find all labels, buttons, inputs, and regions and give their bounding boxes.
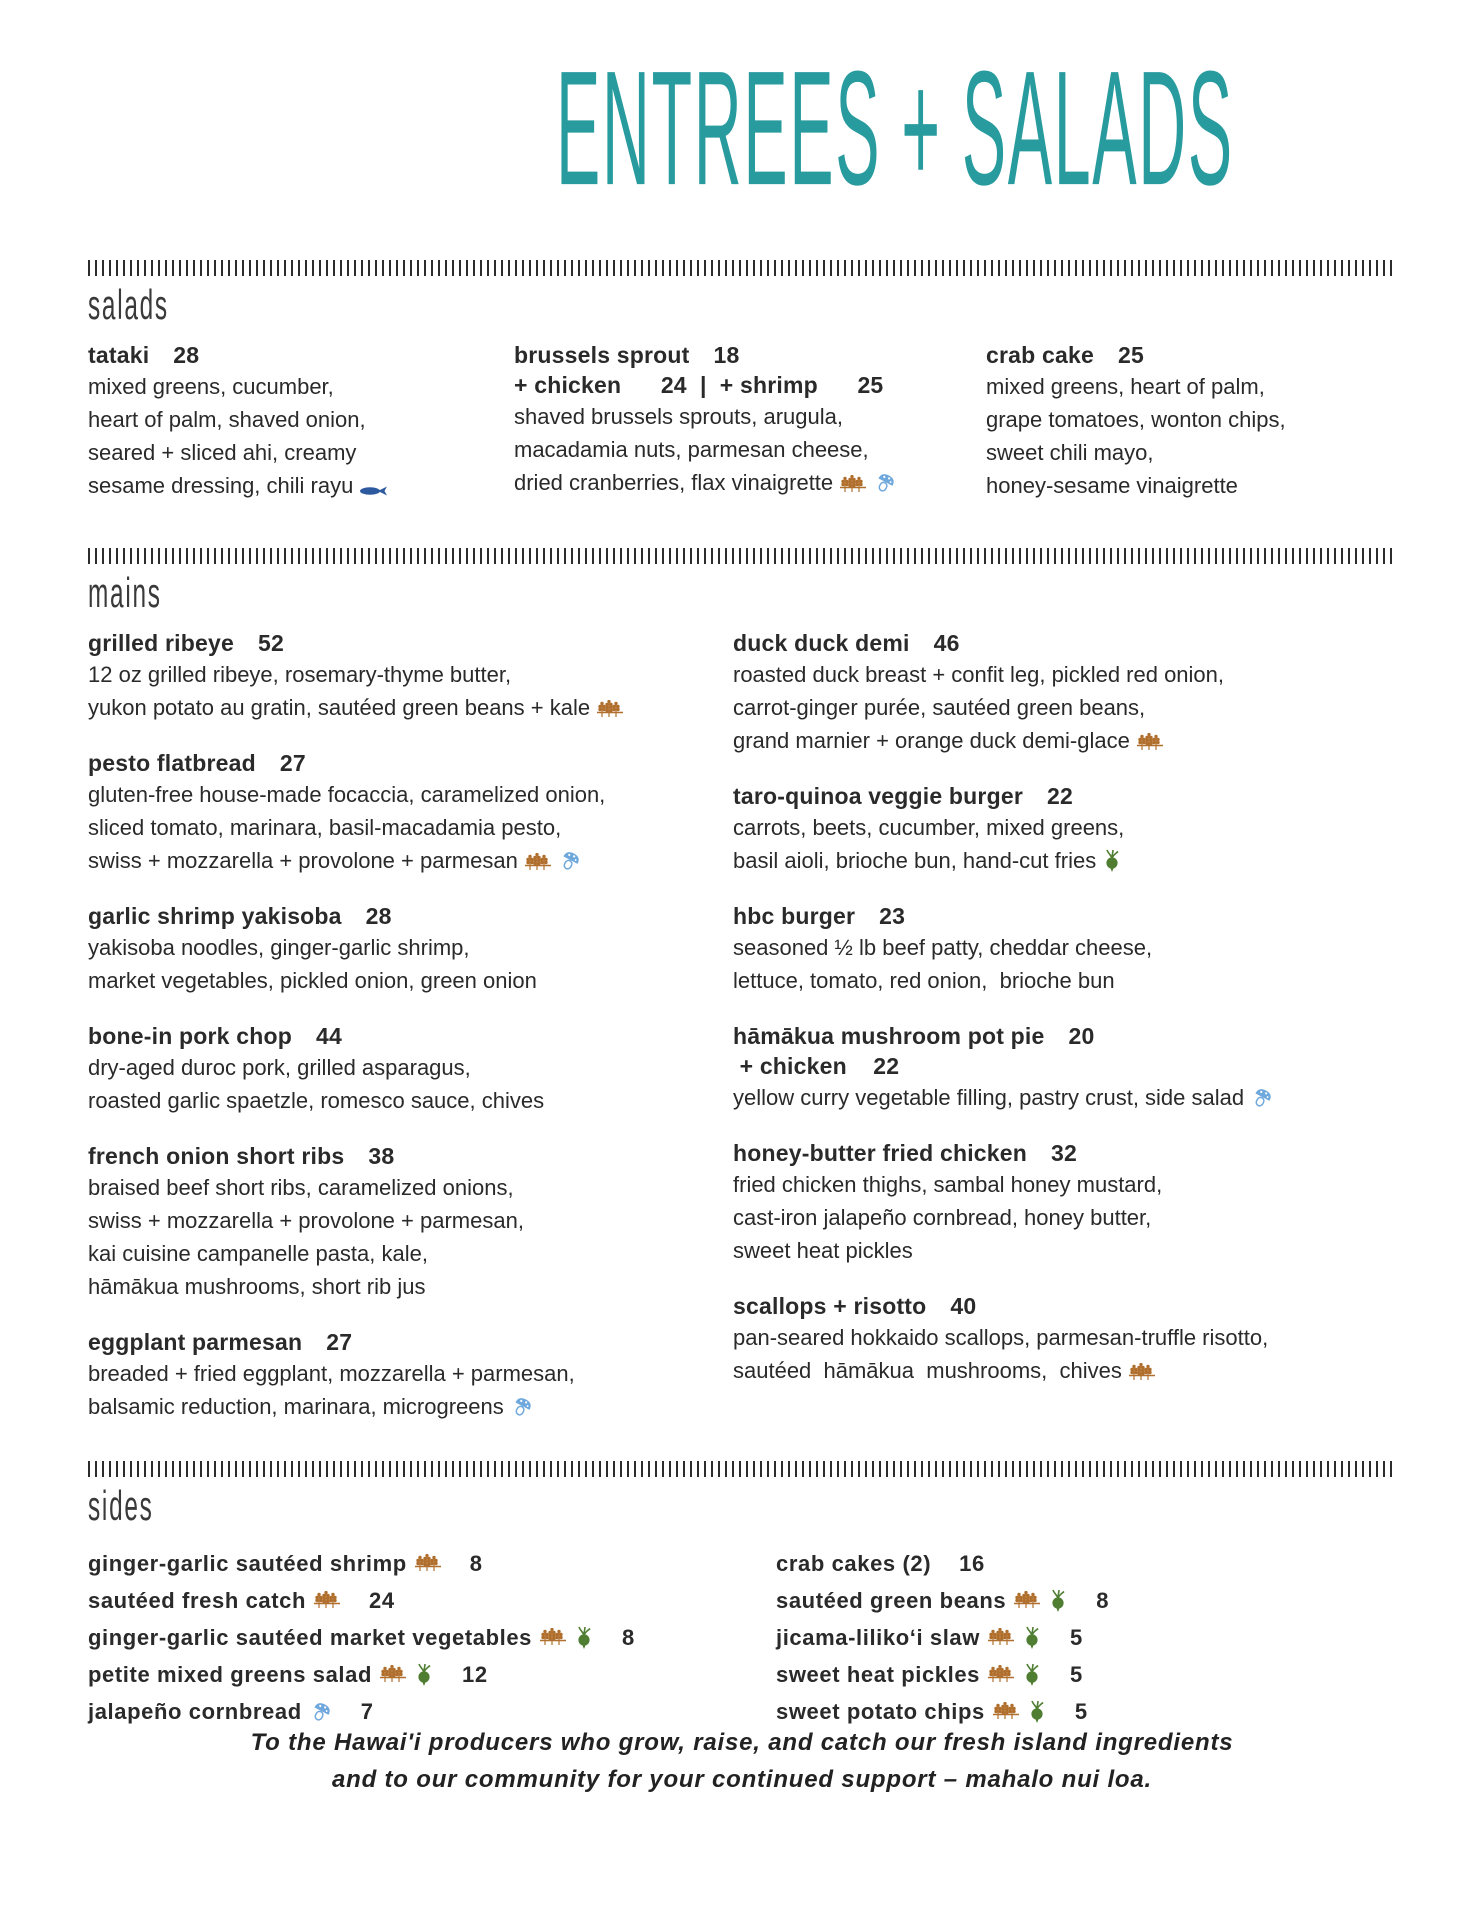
item-description-line	[88, 370, 514, 403]
item-description-line	[986, 403, 1396, 436]
side-item-name: sautéed green beans	[776, 1587, 1007, 1613]
wheat-icon	[992, 1702, 1020, 1722]
menu-item	[88, 748, 733, 877]
item-description-text: braised beef short ribs, caramelized onions,	[88, 1175, 514, 1200]
item-description-text: breaded + fried eggplant, mozzarella + parmesan,	[88, 1361, 575, 1386]
item-description-text: kai cuisine campanelle pasta, kale,	[88, 1241, 428, 1266]
item-subline: + chicken 24 | + shrimp 25	[514, 372, 884, 398]
menu-item	[88, 628, 733, 724]
menu-item	[733, 628, 1396, 757]
item-description-line	[733, 1168, 1396, 1201]
item-description-line	[986, 436, 1396, 469]
item-description-line	[514, 466, 986, 499]
item-description-text: mixed greens, heart of palm,	[986, 374, 1265, 399]
item-price: 44	[316, 1023, 342, 1049]
item-description-line	[88, 1270, 733, 1303]
item-description-text: sesame dressing, chili rayu	[88, 473, 354, 498]
item-description-text: carrots, beets, cucumber, mixed greens,	[733, 815, 1125, 840]
item-heading	[88, 901, 733, 931]
item-description-text: grape tomatoes, wonton chips,	[986, 407, 1286, 432]
item-price: 20	[1068, 1023, 1095, 1049]
side-item	[776, 1619, 1396, 1656]
tick-divider	[88, 260, 1396, 276]
item-description-text: seared + sliced ahi, creamy	[88, 440, 357, 465]
item-price: 28	[173, 342, 200, 368]
side-item	[88, 1656, 776, 1693]
wheat-icon	[1136, 733, 1164, 753]
footer-note	[0, 1724, 1484, 1798]
item-description-line	[733, 1201, 1396, 1234]
item-price: 52	[257, 630, 284, 656]
item-name: hbc burger	[733, 903, 856, 929]
item-description-text: 12 oz grilled ribeye, rosemary-thyme butter,	[88, 662, 512, 687]
item-heading	[88, 748, 733, 778]
item-price: 18	[713, 342, 740, 368]
item-description-text: sautéed hāmākua mushrooms, chives	[733, 1358, 1122, 1383]
mushroom-icon	[510, 1395, 534, 1419]
item-description-line	[733, 691, 1396, 724]
item-description-text: honey-sesame vinaigrette	[986, 473, 1238, 498]
item-heading	[88, 1327, 733, 1357]
side-item-price: 24	[369, 1587, 395, 1613]
item-heading	[88, 1141, 733, 1171]
item-description-text: carrot-ginger purée, sautéed green beans,	[733, 695, 1146, 720]
item-description-line	[733, 1234, 1396, 1267]
menu-item	[733, 781, 1396, 877]
mains-section	[88, 628, 1396, 1447]
item-description-line	[88, 1171, 733, 1204]
item-description-line	[88, 931, 733, 964]
item-name: hāmākua mushroom pot pie	[733, 1023, 1045, 1049]
side-item-price: 7	[360, 1698, 374, 1724]
menu-column	[88, 628, 733, 1447]
mushroom-icon	[873, 471, 897, 495]
item-description-line	[733, 1321, 1396, 1354]
menu-item	[733, 1021, 1396, 1114]
item-description-line	[733, 658, 1396, 691]
menu-column	[514, 340, 986, 526]
side-item-price: 8	[469, 1550, 483, 1576]
menu-item	[733, 1138, 1396, 1267]
tick-divider	[88, 548, 1396, 564]
item-name: crab cake	[986, 342, 1094, 368]
item-heading	[733, 901, 1396, 931]
menu-item	[88, 901, 733, 997]
fish-icon	[359, 484, 389, 498]
mushroom-icon	[309, 1700, 333, 1724]
title-wrap	[88, 37, 1396, 220]
item-description-line	[88, 964, 733, 997]
item-description-line	[733, 844, 1396, 877]
item-description-text: yukon potato au gratin, sautéed green beans + kale	[88, 695, 591, 720]
menu-column	[986, 340, 1396, 526]
menu-column	[88, 1545, 776, 1730]
side-item-name: ginger-garlic sautéed market vegetables	[88, 1624, 533, 1650]
wheat-icon	[987, 1628, 1015, 1648]
item-description-text: dry-aged duroc pork, grilled asparagus,	[88, 1055, 471, 1080]
mushroom-icon	[1250, 1086, 1274, 1110]
item-heading	[733, 1138, 1396, 1168]
item-description-line	[88, 778, 733, 811]
section-label-salads: salads	[88, 281, 169, 328]
item-price: 38	[368, 1143, 395, 1169]
item-heading	[733, 1021, 1396, 1051]
item-name: bone-in pork chop	[88, 1023, 292, 1049]
beet-icon	[1022, 1663, 1042, 1687]
menu-item	[514, 340, 986, 499]
side-item-price: 8	[1096, 1587, 1110, 1613]
side-item-price: 8	[622, 1624, 635, 1650]
side-item-name: sautéed fresh catch	[88, 1587, 307, 1613]
item-description-line	[88, 1051, 733, 1084]
item-price: 40	[950, 1293, 977, 1319]
item-description-text: yellow curry vegetable filling, pastry crust, side salad	[733, 1085, 1245, 1110]
side-item	[776, 1545, 1396, 1582]
side-item-name: jicama-lilikoʻi slaw	[776, 1624, 980, 1650]
item-description-text: lettuce, tomato, red onion, brioche bun	[733, 968, 1115, 993]
menu-item	[88, 1021, 733, 1117]
side-item-price: 5	[1069, 1624, 1083, 1650]
item-description-line	[88, 844, 733, 877]
menu-item	[88, 1141, 733, 1303]
item-description-line	[88, 403, 514, 436]
item-name: grilled ribeye	[88, 630, 234, 656]
item-description-text: market vegetables, pickled onion, green onion	[88, 968, 537, 993]
item-description-line	[986, 370, 1396, 403]
menu-column	[733, 628, 1396, 1447]
item-price: 25	[1117, 342, 1144, 368]
beet-icon	[1048, 1589, 1068, 1613]
item-name: honey-butter fried chicken	[733, 1140, 1028, 1166]
sides-section	[88, 1545, 1396, 1730]
item-description-text: grand marnier + orange duck demi-glace	[733, 728, 1130, 753]
side-item-name: crab cakes (2)	[776, 1550, 932, 1576]
item-description-line	[88, 658, 733, 691]
item-description-line	[514, 433, 986, 466]
item-name: tataki	[88, 342, 150, 368]
item-description-line	[733, 964, 1396, 997]
side-item-name: sweet potato chips	[776, 1698, 985, 1724]
side-item-name: ginger-garlic sautéed shrimp	[88, 1550, 407, 1576]
item-price: 22	[1046, 783, 1073, 809]
item-heading	[733, 628, 1396, 658]
item-description-text: swiss + mozzarella + provolone + parmesan,	[88, 1208, 524, 1233]
beet-icon	[1022, 1626, 1042, 1650]
item-description-text: dried cranberries, flax vinaigrette	[514, 470, 834, 495]
menu-item	[986, 340, 1396, 502]
wheat-icon	[414, 1554, 442, 1574]
item-description-text: sweet heat pickles	[733, 1238, 913, 1263]
wheat-icon	[596, 700, 624, 720]
item-description-line	[88, 811, 733, 844]
item-description-text: pan-seared hokkaido scallops, parmesan-truffle risotto,	[733, 1325, 1269, 1350]
item-heading	[88, 340, 514, 370]
item-description-text: basil aioli, brioche bun, hand-cut fries	[733, 848, 1097, 873]
section-label-mains: mains	[88, 569, 162, 616]
menu-column	[88, 340, 514, 526]
beet-icon	[574, 1626, 594, 1650]
item-description-text: hāmākua mushrooms, short rib jus	[88, 1274, 426, 1299]
item-heading	[733, 781, 1396, 811]
item-description-line	[88, 469, 514, 502]
side-item-name: petite mixed greens salad	[88, 1661, 372, 1687]
menu-item	[88, 1327, 733, 1423]
item-description-text: yakisoba noodles, ginger-garlic shrimp,	[88, 935, 470, 960]
side-item-price: 16	[959, 1550, 985, 1576]
item-description-text: sliced tomato, marinara, basil-macadamia pesto,	[88, 815, 562, 840]
salads-section	[88, 340, 1396, 526]
item-description-text: roasted garlic spaetzle, romesco sauce, chives	[88, 1088, 545, 1113]
side-item-name: jalapeño cornbread	[88, 1698, 302, 1724]
item-name: french onion short ribs	[88, 1143, 345, 1169]
item-description-text: roasted duck breast + confit leg, pickled red onion,	[733, 662, 1225, 687]
menu-item	[733, 901, 1396, 997]
wheat-icon	[313, 1591, 341, 1611]
item-name: garlic shrimp yakisoba	[88, 903, 342, 929]
item-name: pesto flatbread	[88, 750, 256, 776]
item-heading	[514, 340, 986, 370]
item-name: scallops + risotto	[733, 1293, 927, 1319]
side-item-price: 5	[1074, 1698, 1088, 1724]
beet-icon	[414, 1663, 434, 1687]
section-label-sides: sides	[88, 1482, 154, 1529]
item-description-line	[733, 811, 1396, 844]
item-heading	[88, 1021, 733, 1051]
footer-line-2: and to our community for your continued support – mahalo nui loa.	[331, 1766, 1153, 1793]
item-description-text: fried chicken thighs, sambal honey mustard,	[733, 1172, 1163, 1197]
item-name: taro-quinoa veggie burger	[733, 783, 1023, 809]
item-price: 28	[365, 903, 392, 929]
item-description-line	[514, 400, 986, 433]
item-description-text: heart of palm, shaved onion,	[88, 407, 366, 432]
side-item	[776, 1582, 1396, 1619]
mushroom-icon	[558, 849, 582, 873]
item-description-line	[88, 436, 514, 469]
side-item	[88, 1582, 776, 1619]
beet-icon	[1102, 849, 1122, 873]
menu-item	[88, 340, 514, 502]
item-description-text: balsamic reduction, marinara, microgreens	[88, 1394, 504, 1419]
item-heading	[88, 628, 733, 658]
menu-column	[776, 1545, 1396, 1730]
wheat-icon	[1013, 1591, 1041, 1611]
item-description-text: seasoned ½ lb beef patty, cheddar cheese,	[733, 935, 1153, 960]
item-description-text: swiss + mozzarella + provolone + parmesan	[88, 848, 518, 873]
footer-line-1: To the Hawai'i producers who grow, raise, and catch our fresh island ingredients	[250, 1729, 1234, 1756]
item-description-line	[733, 1081, 1396, 1114]
wheat-icon	[1128, 1363, 1156, 1383]
wheat-icon	[839, 475, 867, 495]
item-description-line	[733, 724, 1396, 757]
item-price: 23	[879, 903, 906, 929]
item-description-text: mixed greens, cucumber,	[88, 374, 334, 399]
item-name: duck duck demi	[733, 630, 910, 656]
item-heading	[986, 340, 1396, 370]
item-price: 32	[1051, 1140, 1078, 1166]
item-description-line	[88, 1084, 733, 1117]
wheat-icon	[524, 853, 552, 873]
item-subline: + chicken 22	[733, 1053, 900, 1079]
item-name: eggplant parmesan	[88, 1329, 303, 1355]
side-item	[776, 1656, 1396, 1693]
item-description-text: gluten-free house-made focaccia, caramelized onion,	[88, 782, 606, 807]
item-description-line	[733, 931, 1396, 964]
item-price: 27	[279, 750, 306, 776]
item-description-line	[986, 469, 1396, 502]
item-description-line	[88, 1237, 733, 1270]
side-item-price: 5	[1070, 1661, 1083, 1687]
beet-icon	[1027, 1700, 1047, 1724]
item-description-text: sweet chili mayo,	[986, 440, 1154, 465]
wheat-icon	[987, 1665, 1015, 1685]
tick-divider	[88, 1461, 1396, 1477]
wheat-icon	[539, 1628, 567, 1648]
side-item-name: sweet heat pickles	[776, 1661, 981, 1687]
side-item	[88, 1619, 776, 1656]
item-description-line	[88, 1390, 733, 1423]
side-item	[88, 1545, 776, 1582]
item-description-text: shaved brussels sprouts, arugula,	[514, 404, 843, 429]
item-price: 27	[326, 1329, 353, 1355]
item-description-line	[733, 1354, 1396, 1387]
page-title: ENTREES + SALADS	[556, 37, 1234, 220]
item-description-text: macadamia nuts, parmesan cheese,	[514, 437, 869, 462]
item-description-text: cast-iron jalapeño cornbread, honey butter,	[733, 1205, 1152, 1230]
item-name: brussels sprout	[514, 342, 690, 368]
menu-item	[733, 1291, 1396, 1387]
item-price: 46	[933, 630, 960, 656]
item-description-line	[88, 1357, 733, 1390]
item-heading	[733, 1291, 1396, 1321]
item-description-line	[88, 691, 733, 724]
item-description-line	[88, 1204, 733, 1237]
wheat-icon	[379, 1665, 407, 1685]
side-item-price: 12	[462, 1661, 488, 1687]
